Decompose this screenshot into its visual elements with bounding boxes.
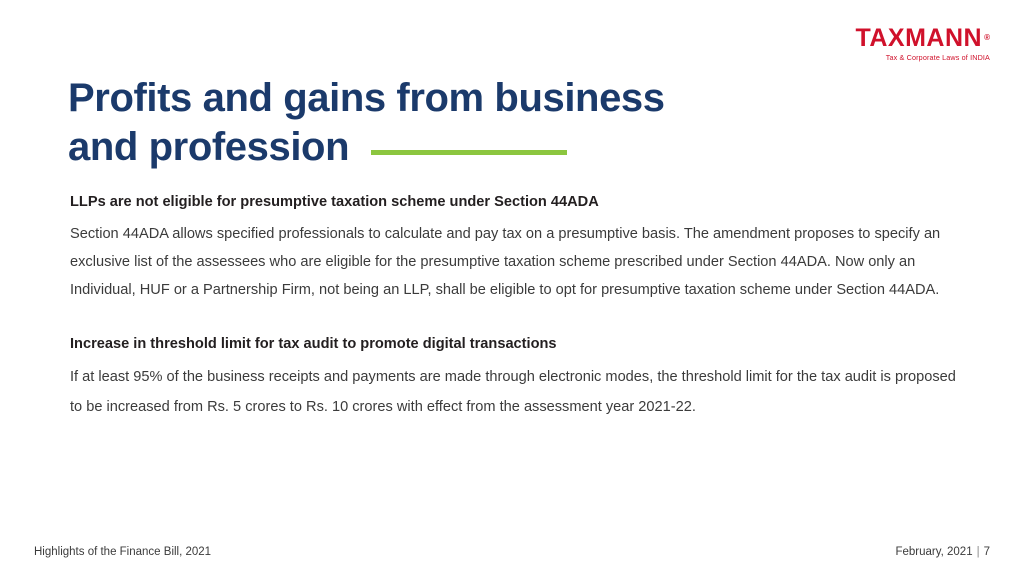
footer-meta (895, 546, 990, 558)
section-block-1 (70, 192, 960, 304)
taxmann-logo (855, 26, 990, 61)
footer-separator: | (976, 546, 980, 558)
section-block-2 (70, 334, 960, 422)
page-title-line-2: and profession (68, 124, 350, 169)
footer-date: February, 2021 (895, 546, 973, 558)
section-1-body: Section 44ADA allows specified professionals to calculate and pay tax on a presumptive basis. The amendment proposes to specify an exclusive list of the assessees who are eligible for the presumptive taxation scheme prescribed under Section 44ADA. Now only an Individual, HUF or a Partnership Firm, not being an LLP, shall be eligible to opt for presumptive taxation scheme under Section 44ADA. (70, 226, 941, 299)
page-title (68, 74, 808, 172)
section-2-body: If at least 95% of the business receipts and payments are made through electronic modes, the threshold limit for the tax audit is proposed to be increased from Rs. 5 crores to Rs. 10 crores with effect from the assessment year 2021-22. (70, 368, 956, 415)
logo-text: TAXMANN (855, 24, 983, 52)
title-underline-accent (371, 150, 567, 155)
logo-wordmark (855, 26, 990, 51)
logo-tagline: Tax & Corporate Laws of INDIA (885, 53, 990, 62)
page-title-line-2-row (68, 123, 808, 172)
section-2-heading: Increase in threshold limit for tax audit to promote digital transactions (70, 336, 557, 353)
footer-page-number: 7 (983, 546, 990, 558)
slide-body (70, 192, 960, 423)
section-1-heading: LLPs are not eligible for presumptive taxation scheme under Section 44ADA (70, 194, 599, 210)
section-spacer (70, 304, 960, 334)
registered-mark-icon: ® (984, 32, 990, 42)
footer-document-title: Highlights of the Finance Bill, 2021 (34, 546, 212, 558)
page-title-line-1: Profits and gains from business (68, 76, 665, 120)
